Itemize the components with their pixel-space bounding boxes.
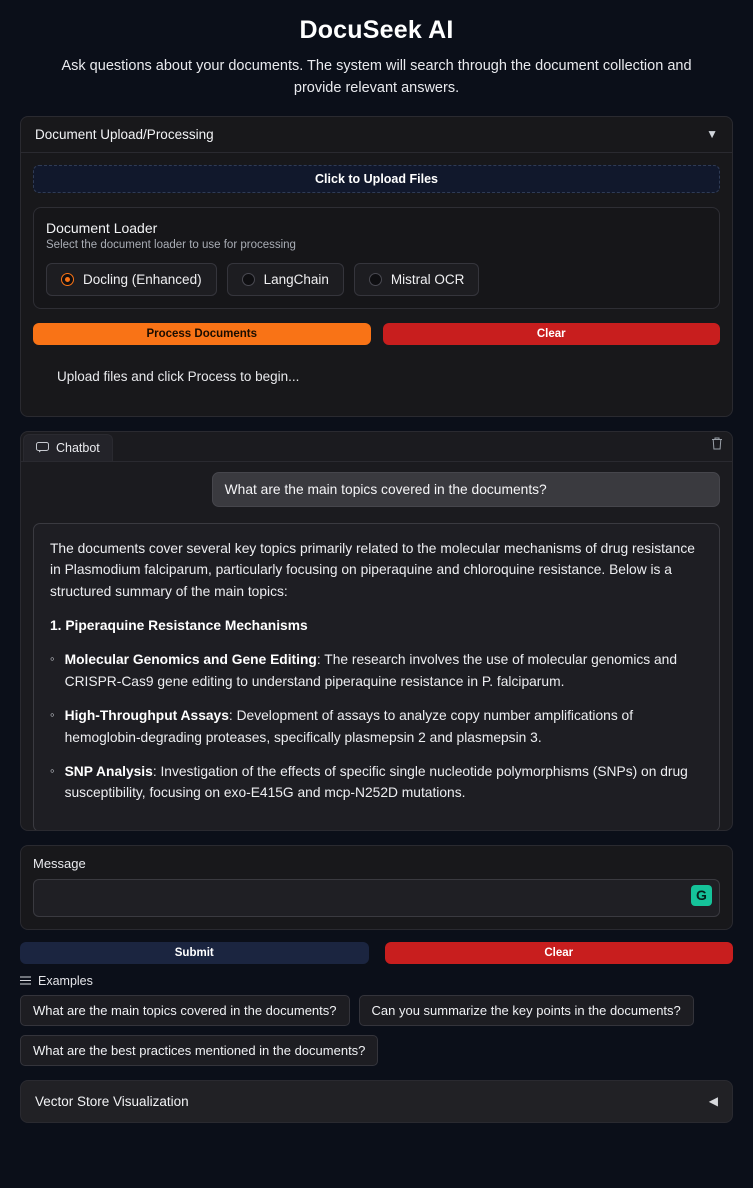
clear-documents-button[interactable]: Clear [383,323,721,345]
example-chip[interactable]: Can you summarize the key points in the documents? [359,995,694,1026]
chat-bubble-icon [36,442,49,453]
tab-chatbot[interactable] [23,434,113,461]
examples-header[interactable] [20,974,733,988]
document-loader-title: Document Loader [46,219,158,236]
upload-status-text: Upload files and click Process to begin... [57,368,300,384]
message-input-wrapper[interactable] [33,879,720,917]
radio-langchain[interactable] [227,263,344,296]
process-documents-button[interactable]: Process Documents [33,323,371,345]
document-upload-body [21,153,732,416]
list-icon [20,976,31,985]
bullet-term: Molecular Genomics and Gene Editing [64,652,317,668]
radio-label: Docling (Enhanced) [83,271,202,287]
tab-chatbot-label: Chatbot [56,440,100,455]
radio-dot-icon [369,273,382,286]
grammar-assistant-icon[interactable]: G [691,885,712,906]
chevron-down-icon[interactable]: ▼ [706,127,718,142]
bullet-text: : Investigation of the effects of specific single nucleotide polymorphisms (SNPs) on drug susceptibility, focusing on exo-E415G and mcp-N252D mutations. [64,763,688,801]
bullet-term: SNP Analysis [64,763,153,779]
document-loader-radio-group [46,263,707,296]
document-upload-panel [20,116,733,417]
message-label: Message [33,855,86,871]
assistant-message [33,523,720,831]
chevron-left-icon[interactable]: ◀ [708,1094,718,1109]
document-loader-group [33,207,720,309]
chat-action-row [20,942,733,964]
radio-mistral-ocr[interactable] [354,263,480,296]
assistant-bullet [50,761,703,804]
page-subtitle: Ask questions about your documents. The system will search through the document collection and provide relevant answers. [61,58,692,97]
radio-label: Mistral OCR [390,271,465,287]
examples-list [20,995,733,1066]
bullet-text: : Development of assays to analyze copy number amplifications of hemoglobin-degrading proteases, specifically plasmepsin 2 and plasmepsin 3. [64,708,634,745]
chatbot-tabbar [21,432,732,462]
vector-store-accordion[interactable] [20,1080,733,1123]
assistant-bullet [50,649,703,692]
upload-action-row [33,323,720,345]
assistant-bullet [50,705,703,748]
radio-dot-icon [61,273,74,286]
bullet-icon: ◦ [50,762,55,778]
bullet-icon: ◦ [50,707,55,723]
bullet-term: High-Throughput Assays [64,708,229,724]
document-upload-title: Document Upload/Processing [35,126,214,142]
submit-button[interactable]: Submit [20,942,369,964]
example-chip[interactable]: What are the best practices mentioned in the documents? [20,1035,378,1066]
radio-dot-icon [242,273,255,286]
radio-docling-enhanced[interactable] [46,263,217,296]
upload-files-button[interactable]: Click to Upload Files [33,165,720,193]
clear-chat-button[interactable]: Clear [385,942,734,964]
page-title: DocuSeek AI [299,16,454,44]
document-loader-subtitle: Select the document loader to use for processing [46,238,296,251]
chatbot-panel [20,431,733,831]
chat-message-list [21,462,732,831]
example-chip[interactable]: What are the main topics covered in the documents? [20,995,350,1026]
message-input[interactable] [34,880,719,916]
message-panel [20,845,733,930]
vector-store-title: Vector Store Visualization [35,1093,189,1109]
assistant-intro: The documents cover several key topics primarily related to the molecular mechanisms of drug resistance in Plasmodium falciparum, particularly focusing on piperaquine and chloroquine resistance. Below is a structured summary of the main topics: [50,540,695,599]
trash-icon[interactable] [710,436,724,456]
assistant-section-heading: 1. Piperaquine Resistance Mechanisms [50,618,308,634]
bullet-text: : The research involves the use of molecular genomics and CRISPR-Cas9 gene editing to understand piperaquine resistance in P. falciparum. [64,652,678,689]
radio-label: LangChain [263,271,329,287]
user-message: What are the main topics covered in the documents? [212,472,720,507]
document-upload-accordion-header[interactable] [21,117,732,153]
bullet-icon: ◦ [50,651,55,667]
examples-label: Examples [38,973,93,988]
